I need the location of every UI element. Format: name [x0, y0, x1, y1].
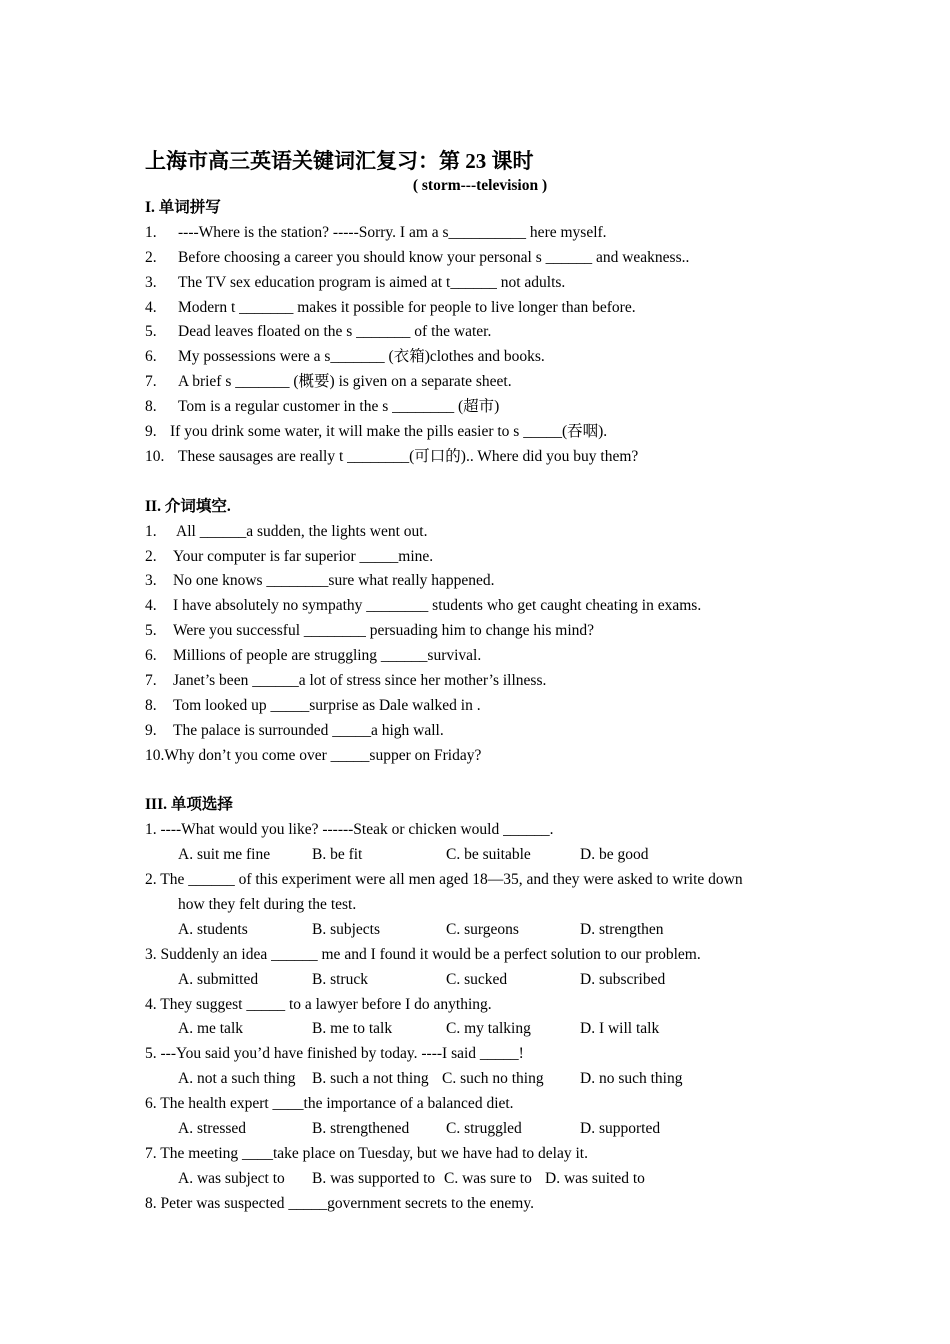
list-item	[145, 296, 815, 321]
list-item	[145, 719, 815, 744]
list-item	[145, 445, 815, 470]
list-item	[145, 644, 815, 669]
option-d: D. I will talk	[580, 1020, 660, 1038]
question-8	[145, 1192, 815, 1217]
worksheet-page	[145, 146, 815, 1217]
item-text: Modern t _______ makes it possible for people to live longer than before.	[178, 298, 636, 316]
list-item	[145, 669, 815, 694]
list-item	[145, 619, 815, 644]
question-stem: 8. Peter was suspected _____government secrets to the enemy.	[145, 1194, 534, 1212]
item-text: Before choosing a career you should know your personal s ______ and weakness..	[178, 248, 690, 266]
question-stem: 3. Suddenly an idea ______ me and I found it would be a perfect solution to our problem.	[145, 945, 701, 963]
section-heading-multiple-choice: III. 单项选择	[145, 796, 233, 814]
option-a: A. was subject to	[178, 1169, 285, 1187]
list-item	[145, 246, 815, 271]
item-number: 1.	[145, 522, 157, 540]
option-b: B. strengthened	[312, 1120, 410, 1137]
option-c: C. sucked	[446, 970, 508, 988]
item-text: I have absolutely no sympathy ________ students who get caught cheating in exams.	[173, 597, 702, 615]
item-number: 9.	[145, 423, 157, 441]
option-b: B. me to talk	[312, 1020, 393, 1038]
item-number: 3.	[145, 273, 157, 291]
list-item	[145, 694, 815, 719]
question-stem: 4. They suggest _____ to a lawyer before I do anything.	[145, 995, 492, 1013]
option-d: D. subscribed	[580, 970, 666, 988]
list-item	[145, 594, 815, 619]
list-item	[145, 569, 815, 594]
option-c: C. be suitable	[446, 846, 531, 864]
item-text: Janet’s been ______a lot of stress since her mother’s illness.	[173, 671, 547, 689]
list-item	[145, 271, 815, 296]
item-number: 2.	[145, 248, 157, 266]
question-stem: 1. ----What would you like? ------Steak or chicken would ______.	[145, 821, 554, 839]
item-number: 6.	[145, 647, 157, 665]
question-3	[145, 943, 815, 993]
question-5	[145, 1042, 815, 1092]
item-text: Why don’t you come over _____supper on Friday?	[164, 746, 482, 764]
options-row	[145, 1167, 815, 1192]
item-number: 3.	[145, 572, 157, 590]
list-item	[145, 744, 815, 769]
option-a: A. suit me fine	[178, 846, 271, 864]
item-number: 4.	[145, 298, 157, 316]
list-item	[145, 221, 815, 246]
item-number: 10.	[145, 447, 165, 465]
spacer	[145, 470, 815, 495]
item-text: The palace is surrounded _____a high wall.	[173, 721, 444, 739]
option-c: C. such no thing	[442, 1070, 544, 1088]
question-1	[145, 818, 815, 868]
question-4	[145, 993, 815, 1043]
item-number: 8.	[145, 696, 157, 714]
option-a: A. students	[178, 920, 248, 938]
options-row	[145, 1067, 815, 1092]
page-title: 上海市高三英语关键词汇复习：第 23 课时	[145, 149, 534, 173]
list-item	[145, 345, 815, 370]
option-c: C. my talking	[446, 1020, 531, 1038]
item-text: A brief s _______ (概要) is given on a separate sheet.	[178, 373, 512, 391]
option-d: D. was suited to	[545, 1169, 645, 1187]
option-b: B. struck	[312, 970, 368, 988]
question-stem-continued: how they felt during the test.	[178, 895, 357, 913]
question-7	[145, 1142, 815, 1192]
item-text: Tom looked up _____surprise as Dale walked in .	[173, 696, 481, 714]
item-number: 6.	[145, 348, 157, 366]
item-number: 10.	[145, 746, 165, 764]
options-row	[145, 968, 815, 993]
question-stem: 5. ---You said you’d have finished by today. ----I said _____!	[145, 1045, 524, 1063]
options-row	[145, 918, 815, 943]
option-b: B. subjects	[312, 920, 381, 938]
list-item	[145, 545, 815, 570]
list-item	[145, 370, 815, 395]
preposition-list	[145, 520, 815, 769]
option-a: A. submitted	[178, 970, 259, 988]
option-b: B. such a not thing	[312, 1070, 429, 1088]
item-number: 9.	[145, 721, 157, 739]
section-heading-spelling: I. 单词拼写	[145, 199, 221, 216]
item-number: 7.	[145, 671, 157, 689]
list-item	[145, 420, 815, 445]
item-text: Your computer is far superior _____mine.	[173, 547, 434, 565]
item-number: 4.	[145, 597, 157, 615]
option-b: B. be fit	[312, 846, 363, 864]
list-item	[145, 395, 815, 420]
options-row	[145, 1017, 815, 1042]
option-c: C. was sure to	[444, 1169, 532, 1187]
question-2	[145, 868, 815, 943]
item-text: Millions of people are struggling ______survival.	[173, 647, 482, 665]
item-number: 5.	[145, 323, 157, 341]
item-number: 2.	[145, 547, 157, 565]
item-text: Tom is a regular customer in the s ________ (超市)	[178, 398, 500, 416]
option-d: D. strengthen	[580, 920, 664, 938]
spelling-list	[145, 221, 815, 470]
question-stem: 6. The health expert ____the importance of a balanced diet.	[145, 1095, 514, 1113]
item-text: All ______a sudden, the lights went out.	[173, 522, 428, 540]
page-subtitle: ( storm---television )	[412, 177, 548, 194]
item-number: 7.	[145, 373, 157, 391]
question-stem: 2. The ______ of this experiment were all men aged 18—35, and they were asked to write down	[145, 871, 743, 889]
list-item	[145, 520, 815, 545]
item-text: Were you successful ________ persuading him to change his mind?	[173, 622, 595, 640]
item-number: 8.	[145, 398, 157, 416]
item-text: My possessions were a s_______ (衣箱)clothes and books.	[178, 348, 545, 366]
option-a: A. me talk	[178, 1020, 243, 1038]
options-row	[145, 1117, 815, 1142]
option-c: C. struggled	[446, 1120, 522, 1137]
item-text: ----Where is the station? -----Sorry. I am a s__________ here myself.	[178, 223, 607, 241]
question-stem: 7. The meeting ____take place on Tuesday, but we have had to delay it.	[145, 1144, 588, 1162]
item-text: No one knows ________sure what really happened.	[173, 572, 495, 590]
option-d: D. no such thing	[580, 1070, 683, 1088]
spacer	[145, 769, 815, 794]
item-text: These sausages are really t ________(可口的).. Where did you buy them?	[178, 447, 639, 465]
item-number: 5.	[145, 622, 157, 640]
section-heading-prepositions: II. 介词填空.	[145, 497, 231, 515]
option-c: C. surgeons	[446, 920, 519, 938]
list-item	[145, 320, 815, 345]
options-row	[145, 843, 815, 868]
option-a: A. stressed	[178, 1120, 247, 1137]
item-text: Dead leaves floated on the s _______ of the water.	[178, 323, 492, 341]
option-d: D. be good	[580, 846, 649, 864]
item-text: If you drink some water, it will make the pills easier to s _____(吞咽).	[170, 423, 608, 441]
item-text: The TV sex education program is aimed at t______ not adults.	[178, 273, 566, 291]
option-a: A. not a such thing	[178, 1070, 296, 1088]
option-d: D. supported	[580, 1120, 661, 1137]
option-b: B. was supported to	[312, 1169, 436, 1187]
item-number: 1.	[145, 223, 157, 241]
question-6	[145, 1092, 815, 1142]
